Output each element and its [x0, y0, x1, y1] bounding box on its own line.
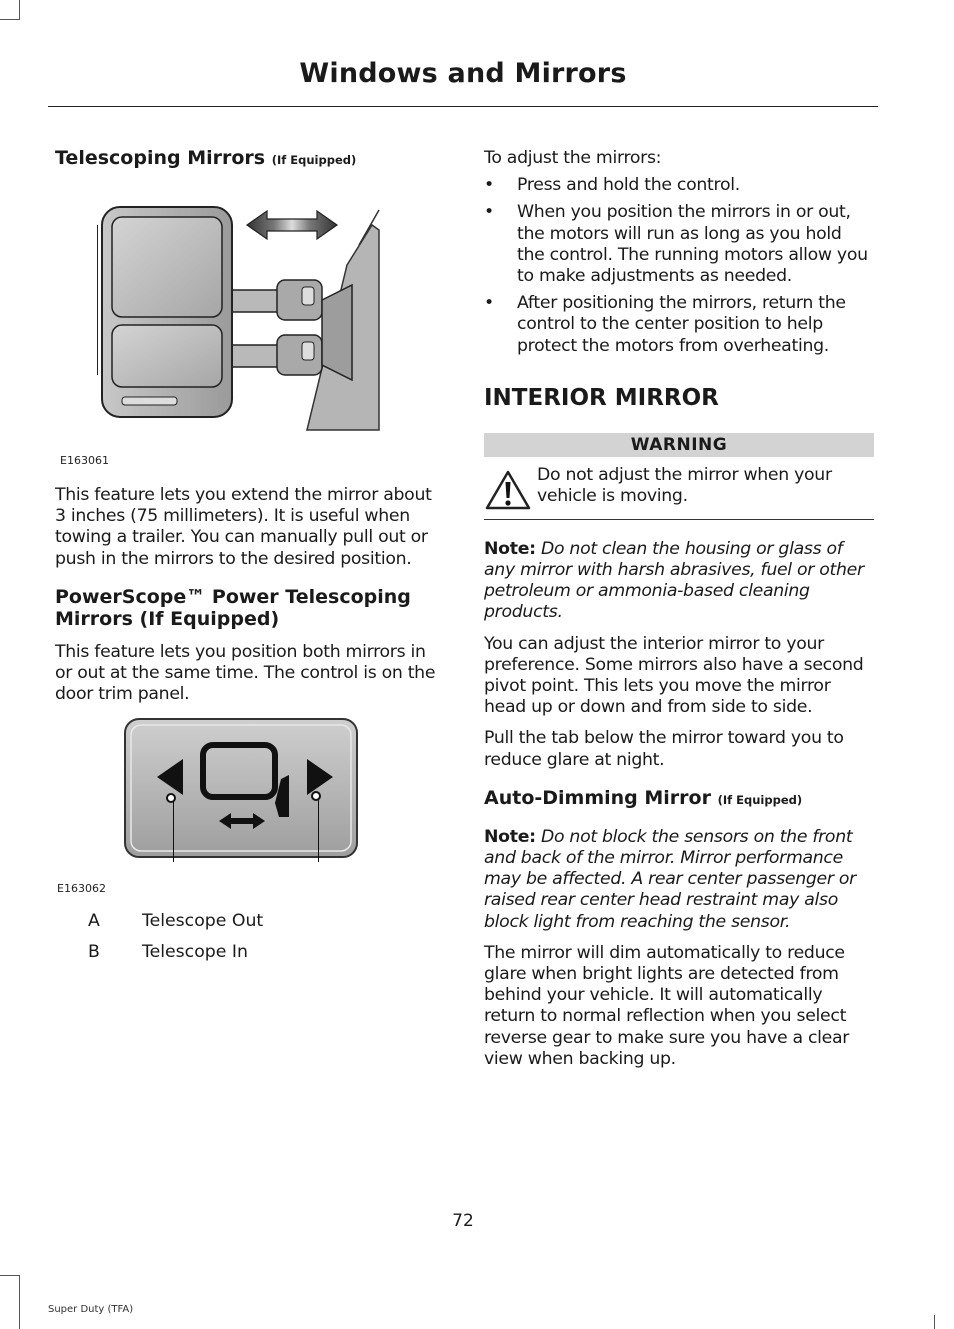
powerscope-description: This feature lets you position both mirrors in or out at the same time. The control is on the door trim panel. — [55, 641, 436, 705]
bullet-marker: • — [484, 293, 494, 314]
tab-description: Pull the tab below the mirror toward you to reduce glare at night. — [484, 728, 844, 770]
crop-mark — [19, 1275, 20, 1329]
header-rule — [48, 106, 878, 107]
powerscope-heading: PowerScope™ Power Telescoping Mirrors (If Equipped) — [55, 585, 411, 630]
warning-text: Do not adjust the mirror when your vehicle is moving. — [537, 464, 832, 507]
adjust-description: You can adjust the interior mirror to your preference. Some mirrors also have a second pivot point. This lets you move the mirror head up or down and from side to side. — [484, 633, 864, 718]
crop-mark — [19, 0, 20, 20]
note-text: Do not clean the housing or glass of any mirror with harsh abrasives, fuel or other petroleum or ammonia-based cleaning products. — [484, 538, 864, 623]
legend-row-b — [88, 942, 248, 962]
warning-triangle-icon — [484, 469, 532, 511]
telescoping-mirror-figure — [55, 173, 445, 473]
document-name: Super Duty (TFA) — [48, 1304, 134, 1315]
legend-value: Telescope In — [142, 942, 248, 962]
telescope-control-illustration — [123, 717, 363, 867]
bullet-marker: • — [484, 202, 494, 223]
telescoping-heading: Telescoping Mirrors (If Equipped) — [55, 147, 357, 169]
warning-body — [484, 457, 874, 519]
callout-line-b — [318, 800, 319, 862]
crop-mark — [934, 1315, 935, 1329]
warning-title: WARNING — [484, 433, 874, 457]
warning-box — [484, 433, 874, 520]
note-label: Note: — [484, 826, 536, 847]
figure-label: E163061 — [60, 454, 109, 467]
legend-value: Telescope Out — [142, 911, 264, 931]
legend-key: B — [88, 942, 100, 962]
figure-label: E163062 — [57, 882, 106, 896]
note-sensors — [484, 827, 874, 933]
legend-row-a — [88, 911, 263, 931]
page-title: Windows and Mirrors — [299, 58, 627, 89]
telescoping-mirror-illustration — [97, 205, 427, 435]
list-item: • Press and hold the control. — [484, 175, 740, 196]
legend-key: A — [88, 911, 100, 931]
crop-mark — [0, 19, 20, 20]
auto-dimming-heading: Auto-Dimming Mirror (If Equipped) — [484, 786, 803, 809]
adjust-intro: To adjust the mirrors: — [484, 148, 662, 168]
note-label: Note: — [484, 538, 536, 559]
crop-mark — [0, 1275, 20, 1276]
adjust-steps-list — [484, 175, 874, 357]
callout-line-a — [173, 802, 174, 862]
auto-dimming-description: The mirror will dim automatically to reduce glare when bright lights are detected from behind your vehicle. It will automatically return to normal reflection when you select reverse gear to make sure you have a clear view when backing up. — [484, 942, 850, 1069]
bullet-marker: • — [484, 175, 494, 196]
list-item: • After positioning the mirrors, return the control to the center position to help protect the motors from overheating. — [484, 293, 846, 356]
telescoping-control-figure — [55, 717, 445, 907]
left-column — [55, 145, 445, 907]
note-cleaning — [484, 539, 874, 624]
warning-rule — [484, 519, 874, 520]
right-column — [484, 145, 874, 1070]
telescoping-description: This feature lets you extend the mirror about 3 inches (75 millimeters). It is useful when towing a trailer. You can manually pull out or push in the mirrors to the desired position. — [55, 485, 432, 569]
list-item: • When you position the mirrors in or out, the motors will run as long as you hold the control. The running motors allow you to make adjustments as needed. — [484, 202, 868, 287]
note-text: Do not block the sensors on the front and back of the mirror. Mirror performance may be affected. A rear center passenger or raised rear center head restraint may also block light from reaching the sensor. — [484, 826, 856, 932]
interior-mirror-heading: INTERIOR MIRROR — [484, 384, 719, 411]
page-number: 72 — [452, 1211, 474, 1231]
